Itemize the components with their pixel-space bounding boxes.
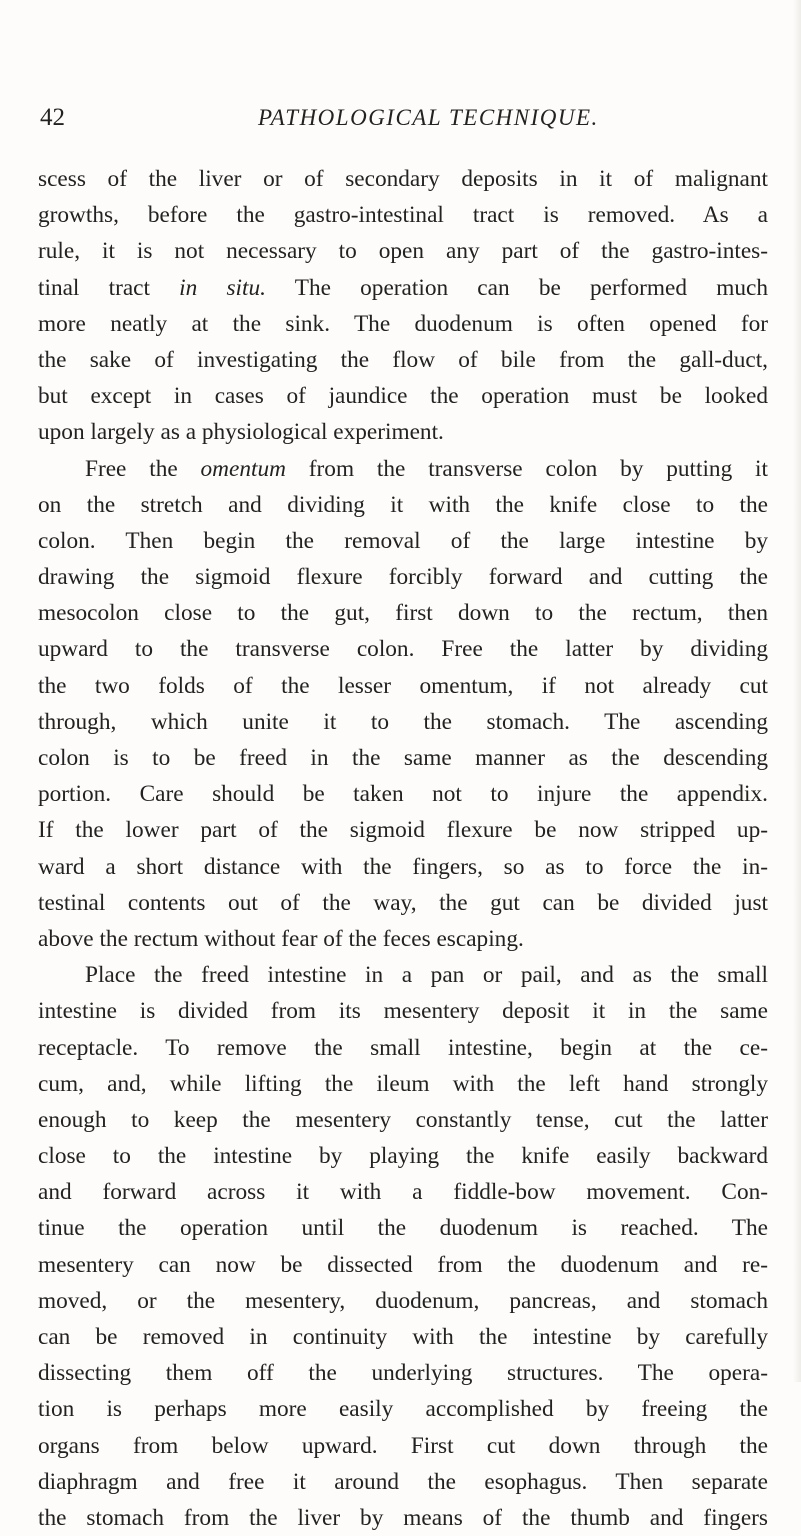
text-line: moved, or the mesentery, duodenum, pancreas, and stomach [38,1287,768,1314]
text-line: above the rectum without fear of the feces escaping. [38,925,524,952]
text-line: diaphragm and free it around the esophagus. Then separate [38,1468,768,1495]
text-line: can be removed in continuity with the intestine by carefully [38,1324,768,1350]
text-line: dissecting them off the underlying structures. The opera- [38,1360,768,1387]
page-header [40,98,760,138]
text-line: enough to keep the mesentery constantly tense, cut the latter [38,1106,768,1133]
text-line: more neatly at the sink. The duodenum is often opened for [38,310,768,337]
text-line: intestine is divided from its mesentery deposit it in the same [38,998,768,1025]
text-line [38,451,768,487]
text-line: but except in cases of jaundice the operation must be looked [38,383,768,410]
text-line: rule, it is not necessary to open any part of the gastro-intes- [38,238,768,265]
text-line: receptacle. To remove the small intestine, begin at the ce- [38,1034,768,1061]
text-line: drawing the sigmoid flexure forcibly forward and cutting the [38,564,768,591]
text-line: mesentery can now be dissected from the duodenum and re- [38,1251,768,1278]
text-line: Place the freed intestine in a pan or pail, and as the small [85,962,768,989]
text-line: portion. Care should be taken not to injure the appendix. [38,781,768,808]
text-line [38,270,768,306]
text-span: Free the [85,455,201,482]
text-line: tion is perhaps more easily accomplished by freeing the [38,1396,768,1423]
text-line: tinue the operation until the duodenum is reached. The [38,1215,768,1242]
text-line: cum, and, while lifting the ileum with the left hand strongly [38,1070,768,1097]
italic-term-omentum: omentum [200,455,286,482]
text-line: upon largely as a physiological experiment. [38,419,444,446]
text-line: on the stretch and dividing it with the knife close to the [38,491,768,518]
text-line: the stomach from the liver by means of the thumb and fingers [38,1504,768,1531]
text-line: testinal contents out of the way, the gut can be divided just [38,889,768,916]
body-text [38,161,768,1536]
text-line: ward a short distance with the fingers, so as to force the in- [38,853,768,880]
text-span: from the transverse colon by putting it [285,455,768,482]
text-span: The operation can be performed much [265,274,768,301]
italic-term-in-situ: in situ. [179,274,266,301]
running-title: PATHOLOGICAL TECHNIQUE. [258,105,599,130]
text-line: the sake of investigating the flow of bile from the gall-duct, [38,346,768,373]
text-line: close to the intestine by playing the knife easily backward [38,1143,768,1170]
text-line: the two folds of the lesser omentum, if not already cut [38,672,768,699]
text-line: scess of the liver or of secondary deposits in it of malignant [38,166,768,192]
text-line: growths, before the gastro-intestinal tract is removed. As a [38,202,768,229]
text-line: colon is to be freed in the same manner as the descending [38,745,768,771]
text-line: colon. Then begin the removal of the large intestine by [38,527,768,554]
text-span: tinal tract [38,274,180,301]
text-line: mesocolon close to the gut, first down to the rectum, then [38,600,768,627]
text-line: and forward across it with a fiddle-bow movement. Con- [38,1179,768,1206]
text-line: organs from below upward. First cut down through the [38,1432,768,1459]
text-line: upward to the transverse colon. Free the latter by dividing [38,636,768,663]
text-line: If the lower part of the sigmoid flexure be now stripped up- [38,817,768,844]
page-number: 42 [40,104,65,131]
text-line: through, which unite it to the stomach. The ascending [38,708,768,735]
page-edge-shadow [793,0,801,1382]
